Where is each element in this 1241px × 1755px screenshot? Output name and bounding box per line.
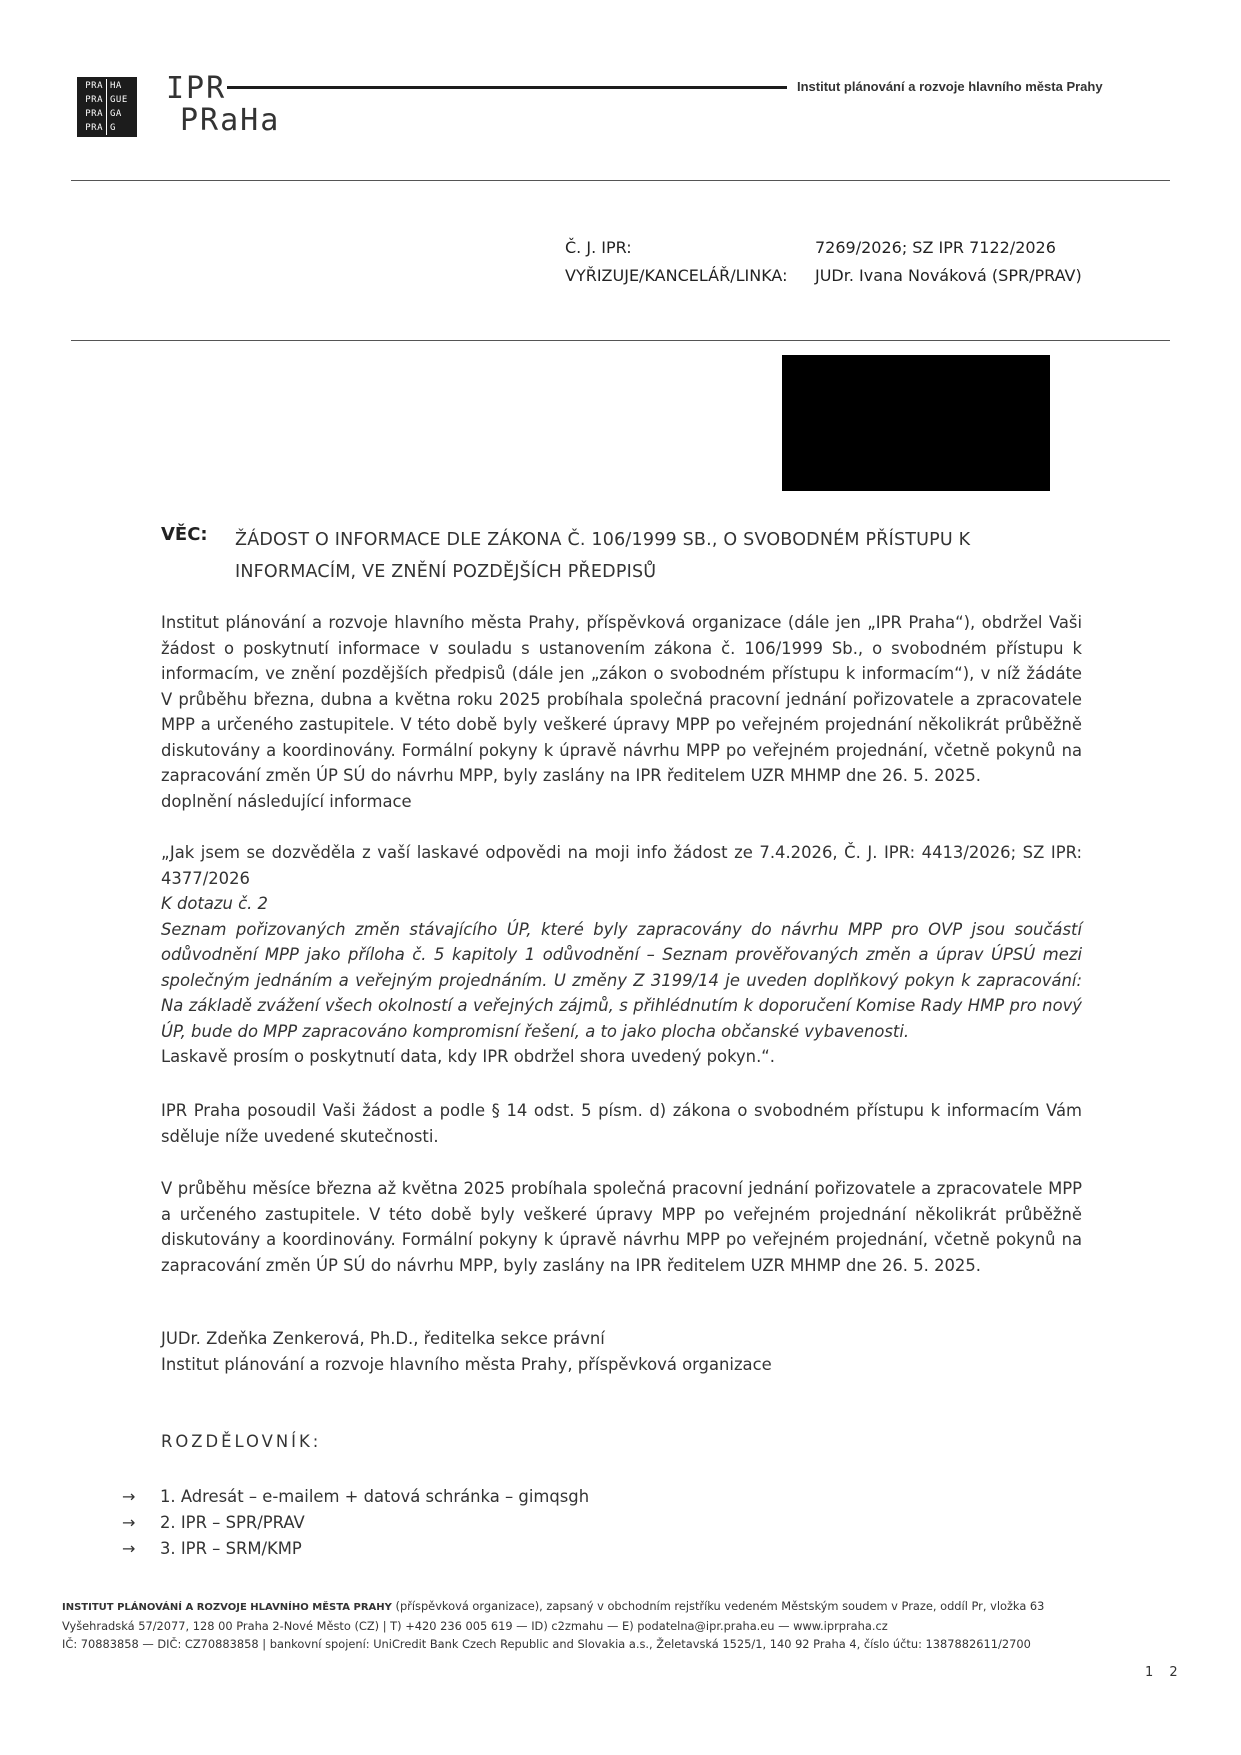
footer-line-2: Vyšehradská 57/2077, 128 00 Praha 2-Nové Město (CZ) | T) +420 236 005 619 — ID) c2zmahu — E) podatelna@ipr.praha.eu — www.iprpraha.cz [62, 1619, 888, 1633]
logo-text: G [110, 123, 116, 133]
reference-labels [565, 234, 787, 290]
logo-text: HA [110, 81, 122, 91]
quote-end: Laskavě prosím o poskytnutí data, kdy IPR obdržel shora uvedený pokyn.“. [161, 1047, 775, 1066]
signature-block [161, 1326, 772, 1378]
divider [71, 340, 1170, 341]
footer-line-1 [62, 1597, 1044, 1617]
list-item [122, 1510, 589, 1536]
subject-label: VĚC: [161, 524, 208, 545]
signatory-name: JUDr. Zdeňka Zenkerová, Ph.D., ředitelka sekce právní [161, 1329, 605, 1348]
logo-text: GA [110, 109, 122, 119]
quote-block [161, 840, 1082, 1070]
footer-org-name: INSTITUT PLÁNOVÁNÍ A ROZVOJE HLAVNÍHO MĚSTA PRAHY [62, 1602, 392, 1613]
logo-text: GUE [110, 95, 128, 105]
reference-values [815, 234, 1082, 290]
handler-label: VYŘIZUJE/KANCELÁŘ/LINKA: [565, 266, 788, 285]
redacted-address-block [782, 355, 1050, 491]
logo-text: PRA [79, 93, 107, 107]
intro-text: Institut plánování a rozvoje hlavního města Prahy, příspěvková organizace (dále jen „IPR Praha“), obdržel Vaši žádost o poskytnutí informace v souladu s ustanovením zákona č. 106/1999 Sb., o svobodném přístupu k informacím, ve znění pozdějších předpisů (dále jen „zákon o svobodném přístupu k informacím“), v níž žádáte V průběhu března, dubna a května roku 2025 probíhala společná pracovní jednání pořizovatele a zpracovatele MPP a určeného zastupitele. V této době byly veškeré úpravy MPP po veřejném projednání několikrát průběžně diskutovány a koordinovány. Formální pokyny k úpravě návrhu MPP po veřejném projednání, včetně pokynů na zapracování změn ÚP SÚ do návrhu MPP, byly zaslány na IPR ředitelem UZR MHMP dne 26. 5. 2025. [161, 613, 1082, 785]
institute-name: Institut plánování a rozvoje hlavního města Prahy [797, 79, 1103, 94]
header-line [227, 86, 787, 89]
assessment-paragraph: IPR Praha posoudil Vaši žádost a podle § 14 odst. 5 písm. d) zákona o svobodném přístupu k informacím Vám sděluje níže uvedené skutečnosti. [161, 1101, 1082, 1146]
logo-wordmark-ipr: IPR [166, 71, 227, 106]
intro-paragraph [161, 610, 1082, 814]
logo-text: PRA [79, 79, 107, 93]
quote-start: „Jak jsem se dozvěděla z vaší laskavé odpovědi na moji info žádost ze 7.4.2026, Č. J. IPR: 4413/2026; SZ IPR: 4377/2026 [161, 843, 1082, 888]
distribution-item: 1. Adresát – e-mailem + datová schránka – gimqsgh [160, 1487, 590, 1506]
divider [71, 180, 1170, 181]
signatory-organization: Institut plánování a rozvoje hlavního města Prahy, příspěvková organizace [161, 1355, 772, 1374]
footer-line-3: IČ: 70883858 — DIČ: CZ70883858 | bankovní spojení: UniCredit Bank Czech Republic and Slovakia a.s., Želetavská 1525/1, 140 92 Praha 4, číslo účtu: 1387882611/2700 [62, 1637, 1031, 1651]
subject-text: ŽÁDOST O INFORMACE DLE ZÁKONA Č. 106/1999 SB., O SVOBODNÉM PŘÍSTUPU K INFORMACÍM, VE ZNĚNÍ POZDĚJŠÍCH PŘEDPISŮ [235, 530, 971, 582]
intro-end: doplnění následující informace [161, 791, 412, 811]
distribution-item: 3. IPR – SRM/KMP [160, 1539, 302, 1558]
page-number: 1 2 [1145, 1665, 1184, 1680]
logo-text: PRA [79, 121, 107, 135]
distribution-item: 2. IPR – SPR/PRAV [160, 1513, 305, 1532]
reference-value: 7269/2026; SZ IPR 7122/2026 [815, 238, 1056, 257]
arrow-right-icon: → [122, 1539, 136, 1558]
arrow-right-icon: → [122, 1487, 136, 1506]
logo-text: PRA [79, 107, 107, 121]
ipr-logo-mark [77, 77, 137, 137]
list-item [122, 1484, 589, 1510]
footer-registration: (příspěvková organizace), zapsaný v obchodním rejstříku vedeném Městským soudem v Praze, oddíl Pr, vložka 63 [391, 1599, 1045, 1613]
quote-heading: K dotazu č. 2 [161, 894, 268, 913]
logo-wordmark-praha: PRaHa [180, 103, 281, 138]
list-item [122, 1536, 589, 1562]
answer-paragraph: V průběhu měsíce března až května 2025 probíhala společná pracovní jednání pořizovatele a zpracovatele MPP a určeného zastupitele. V této době byly veškeré úpravy MPP po veřejném projednání několikrát průběžně diskutovány a koordinovány. Formální pokyny k úpravě návrhu MPP po veřejném projednání, včetně pokynů na zapracování změn ÚP SÚ do návrhu MPP, byly zaslány na IPR ředitelem UZR MHMP dne 26. 5. 2025. [161, 1179, 1082, 1275]
reference-label: Č. J. IPR: [565, 238, 632, 257]
page-footer [62, 1597, 1044, 1653]
quote-italic: Seznam pořizovaných změn stávajícího ÚP, které byly zapracovány do návrhu MPP pro OVP jsou součástí odůvodnění MPP jako příloha č. 5 kapitoly 1 odůvodnění – Seznam prověřovaných změn a úprav ÚPSÚ mezi společným jednáním a veřejným projednáním. U změny Z 3199/14 je uveden doplňkový pokyn k zapracování: Na základě zvážení všech okolností a veřejných zájmů, s přihlédnutím k doporučení Komise Rady HMP pro nový ÚP, bude do MPP zapracováno kompromisní řešení, a to jako plocha občanské vybavenosti. [161, 919, 1082, 1041]
distribution-list [122, 1484, 589, 1562]
distribution-title: ROZDĚLOVNÍK: [161, 1432, 322, 1451]
arrow-right-icon: → [122, 1513, 136, 1532]
handler-value: JUDr. Ivana Nováková (SPR/PRAV) [815, 266, 1082, 285]
